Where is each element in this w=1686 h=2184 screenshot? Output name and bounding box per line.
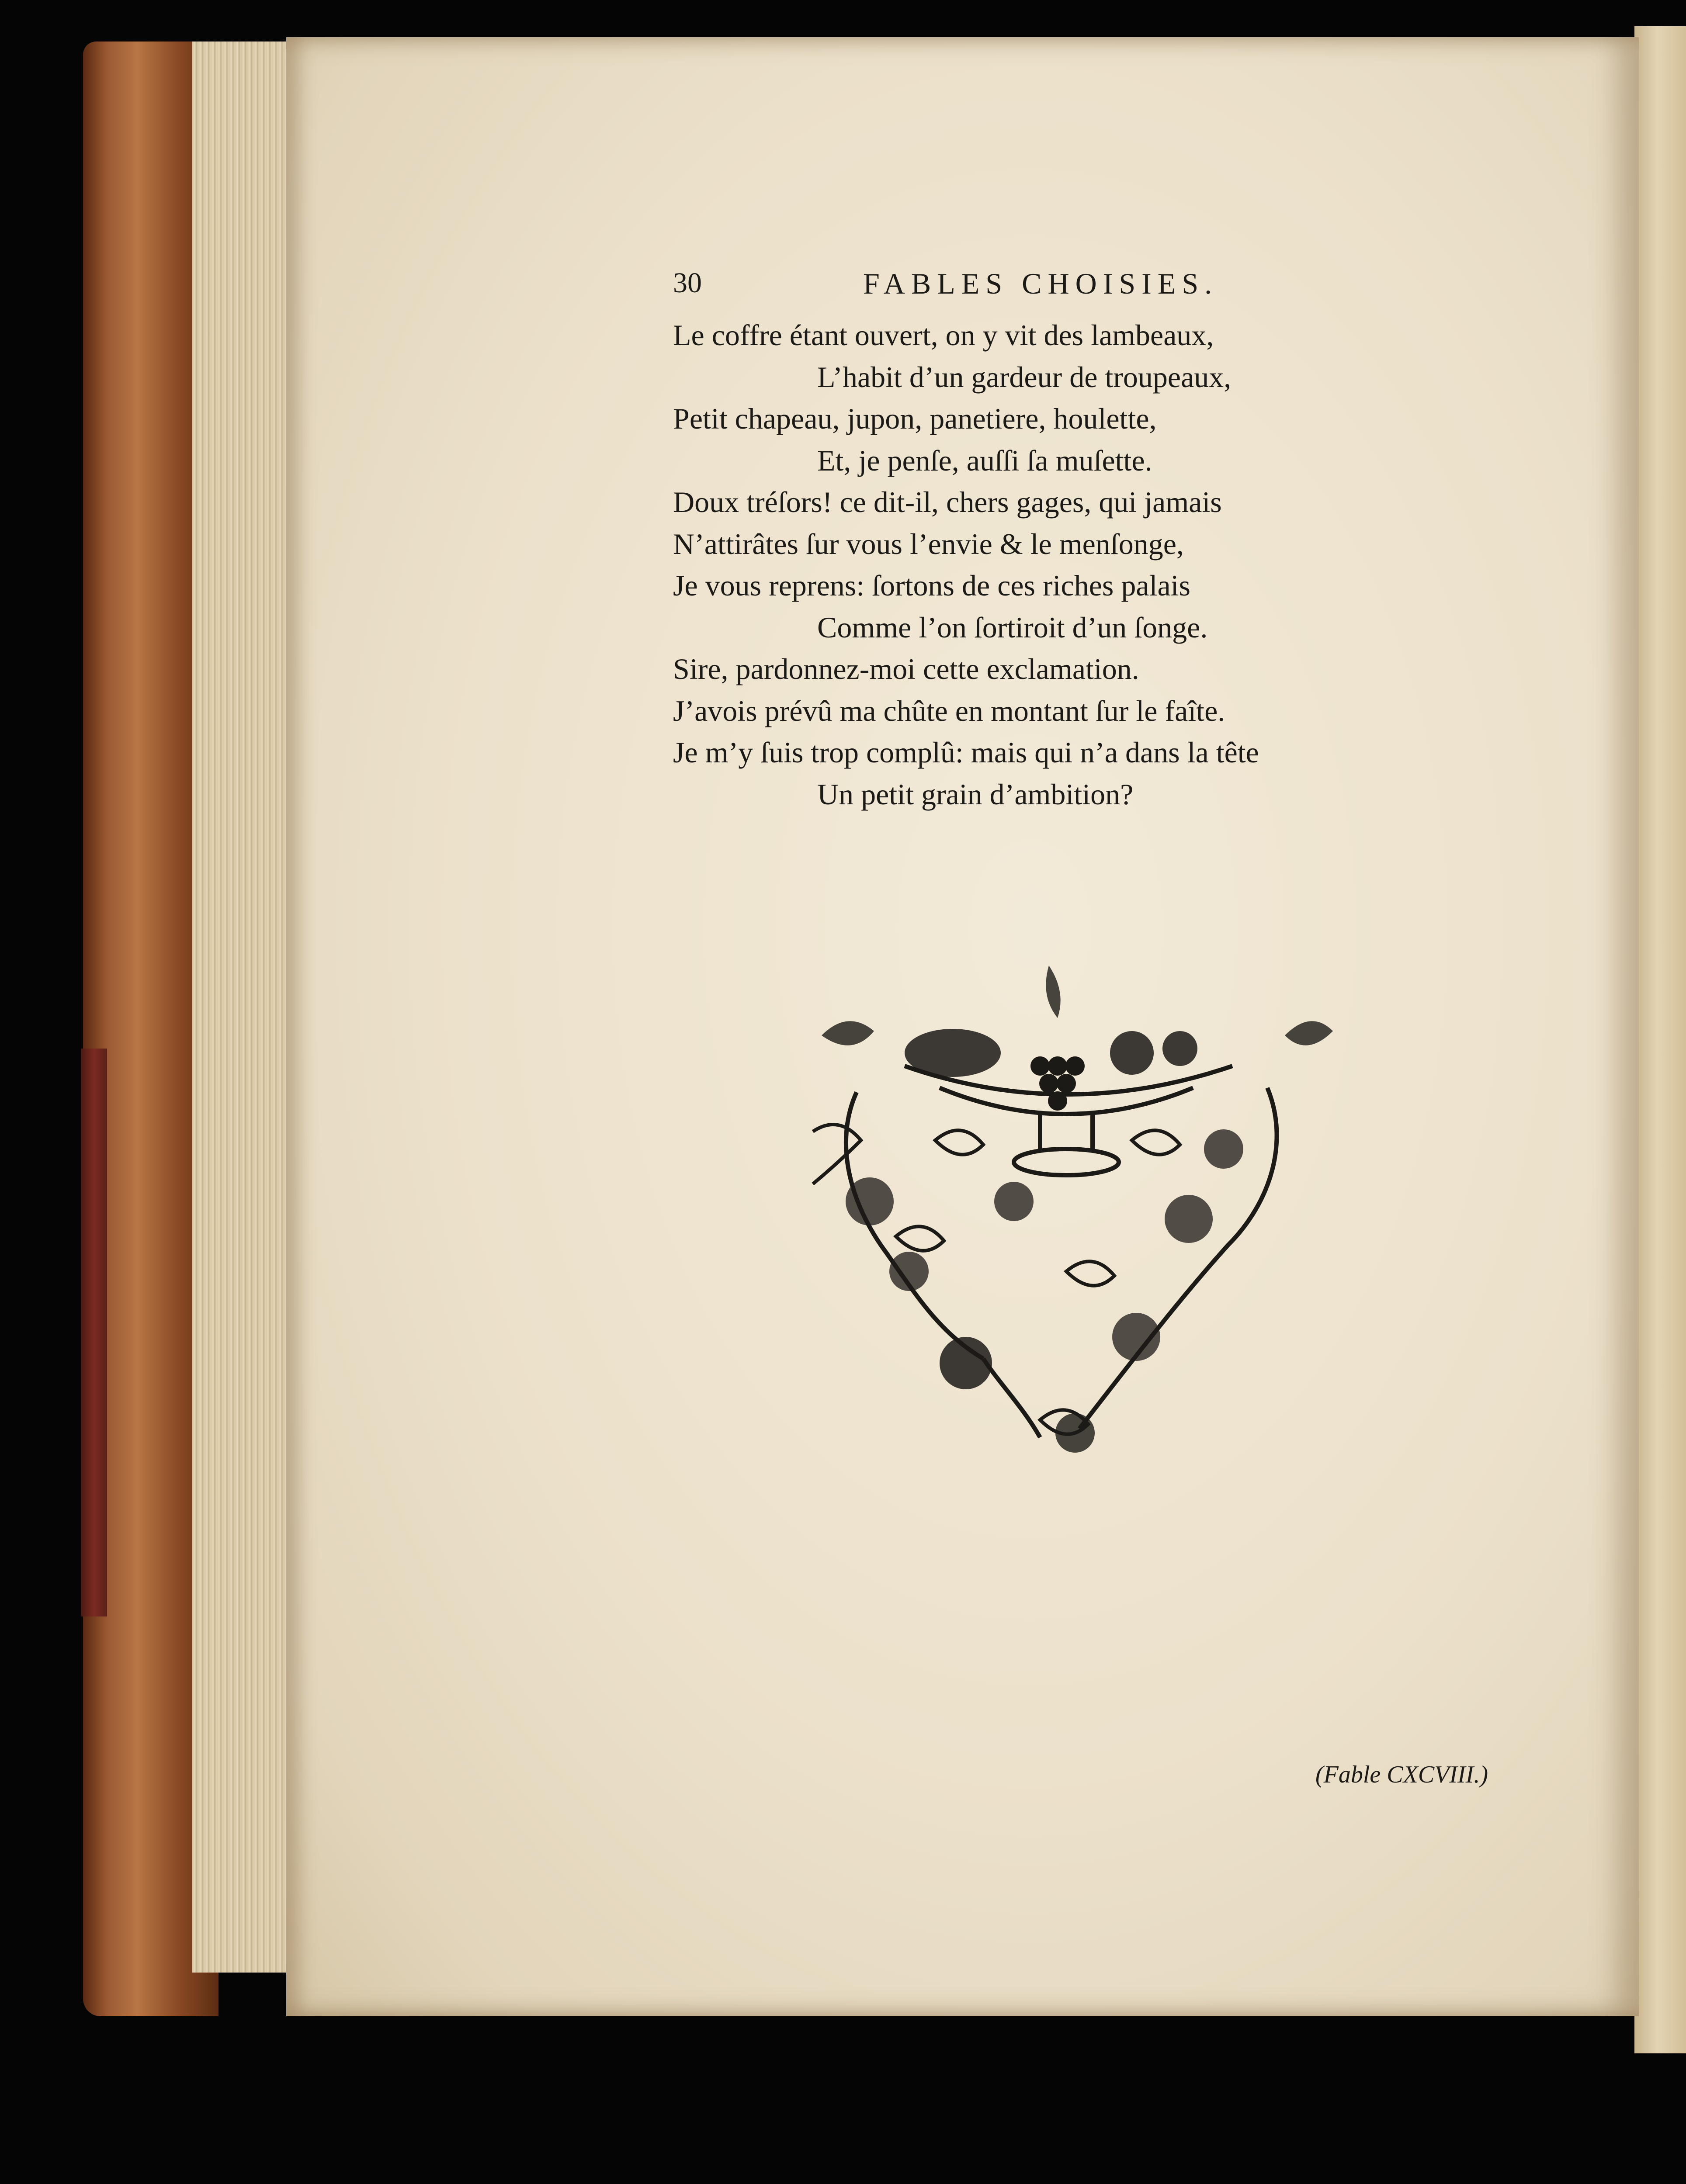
poem-line: Un petit grain d’ambition?	[817, 777, 1134, 811]
poem-line: Doux tréſors! ce dit-il, chers gages, qui jamais	[673, 485, 1222, 519]
poem-line: Sire, pardonnez-moi cette exclamation.	[673, 652, 1139, 685]
poem-text	[673, 315, 1398, 815]
poem-line: Et, je penſe, auſſi ſa muſette.	[817, 443, 1152, 477]
poem-line: Petit chapeau, jupon, panetiere, houlette,	[673, 402, 1157, 435]
facing-page-edge	[1634, 26, 1686, 2053]
binding-edge	[81, 1049, 107, 1616]
book-title: FABLES CHOISIES.	[863, 267, 1218, 300]
poem-line: Je vous reprens: ſortons de ces riches palais	[673, 569, 1190, 602]
poem-line: J’avois prévû ma chûte en montant ſur le faîte.	[673, 694, 1225, 727]
poem-line: Comme l’on ſortiroit d’un ſonge.	[817, 610, 1208, 644]
running-head	[673, 262, 1331, 315]
poem-line: Le coffre étant ouvert, on y vit des lambeaux,	[673, 318, 1214, 352]
catchword: (Fable CXCVIII.)	[1315, 1761, 1488, 1788]
poem-line: N’attirâtes ſur vous l’envie & le menſonge,	[673, 527, 1184, 561]
poem-line: Je m’y ſuis trop complû: mais qui n’a dans la tête	[673, 736, 1259, 769]
page-edges	[192, 42, 293, 1973]
floral-vignette-icon	[795, 957, 1337, 1520]
page-number: 30	[673, 267, 702, 299]
poem-line: L’habit d’un gardeur de troupeaux,	[817, 360, 1232, 394]
